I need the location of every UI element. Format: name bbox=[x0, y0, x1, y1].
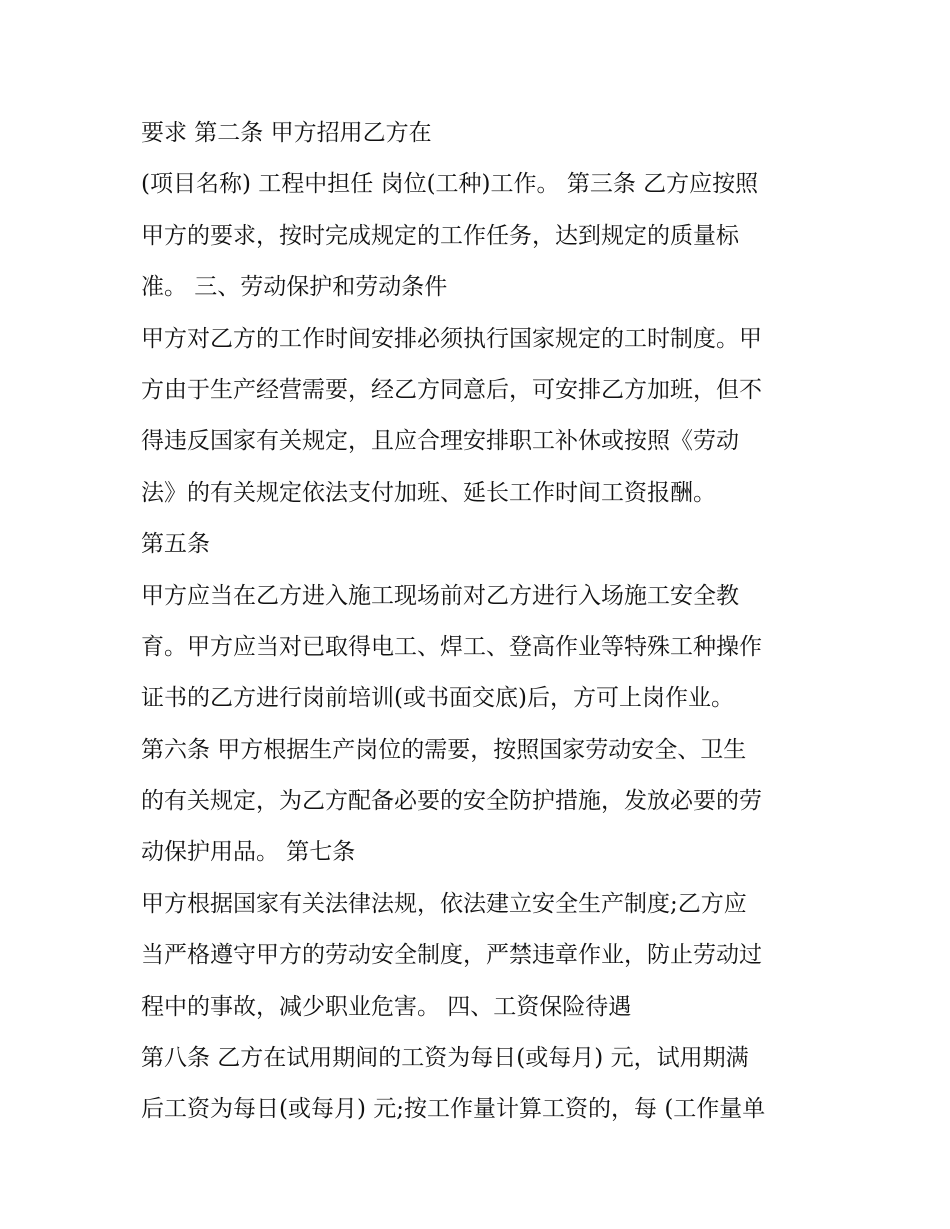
text-line: 方由于生产经营需要，经乙方同意后，可安排乙方加班，但不 bbox=[141, 376, 762, 403]
text-line: (项目名称) 工程中担任 岗位(工种)工作。 第三条 乙方应按照 bbox=[141, 171, 759, 198]
text-line: 当严格遵守甲方的劳动安全制度，严禁违章作业，防止劳动过 bbox=[141, 942, 762, 969]
text-line: 第五条 bbox=[141, 531, 210, 558]
text-line: 法》的有关规定依法支付加班、延长工作时间工资报酬。 bbox=[141, 479, 716, 506]
text-line: 要求 第二条 甲方招用乙方在 bbox=[141, 120, 432, 146]
text-line: 第六条 甲方根据生产岗位的需要，按照国家劳动安全、卫生 bbox=[141, 736, 747, 763]
text-line: 程中的事故，减少职业危害。 四、工资保险待遇 bbox=[141, 993, 632, 1020]
text-line: 甲方应当在乙方进入施工现场前对乙方进行入场施工安全教 bbox=[141, 582, 739, 609]
text-line: 的有关规定，为乙方配备必要的安全防护措施，发放必要的劳 bbox=[141, 788, 762, 815]
text-line: 甲方的要求，按时完成规定的工作任务，达到规定的质量标 bbox=[141, 222, 739, 249]
text-line: 甲方对乙方的工作时间安排必须执行国家规定的工时制度。甲 bbox=[141, 325, 762, 352]
text-line: 育。甲方应当对已取得电工、焊工、登高作业等特殊工种操作 bbox=[141, 633, 762, 660]
text-line: 动保护用品。 第七条 bbox=[141, 839, 356, 866]
text-line: 证书的乙方进行岗前培训(或书面交底)后，方可上岗作业。 bbox=[141, 685, 734, 712]
document-body bbox=[141, 108, 821, 1136]
text-line: 甲方根据国家有关法律法规，依法建立安全生产制度;乙方应 bbox=[141, 890, 747, 917]
text-line: 第八条 乙方在试用期间的工资为每日(或每月) 元，试用期满 bbox=[141, 1045, 749, 1072]
text-line: 得违反国家有关规定，且应合理安排职工补休或按照《劳动 bbox=[141, 428, 739, 455]
text-line: 准。 三、劳动保护和劳动条件 bbox=[141, 274, 448, 301]
text-line: 后工资为每日(或每月) 元;按工作量计算工资的，每 (工作量单 bbox=[141, 1096, 766, 1123]
